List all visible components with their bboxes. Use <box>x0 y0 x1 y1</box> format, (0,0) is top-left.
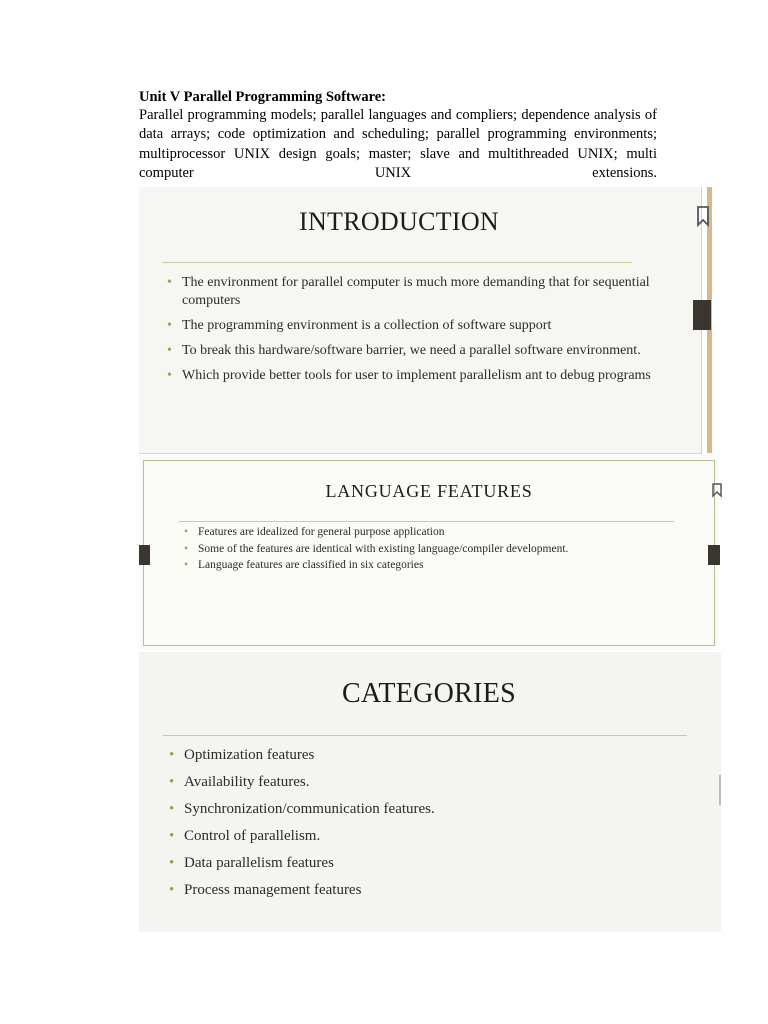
bullet-icon: • <box>169 774 175 790</box>
bullet-icon: • <box>184 559 189 571</box>
slide-nav-tab-left[interactable] <box>139 545 150 565</box>
bullet-icon: • <box>169 801 175 817</box>
bullet-icon: • <box>169 828 175 844</box>
slide-title: LANGUAGE FEATURES <box>325 481 533 501</box>
list-item: • Which provide better tools for user to implement parallelism ant to debug programs <box>167 368 651 383</box>
bullet-icon: • <box>169 855 175 871</box>
bullet-list <box>169 746 664 908</box>
slide-title: CATEGORIES <box>341 678 517 709</box>
slide-introduction <box>139 187 702 454</box>
bullet-icon: • <box>184 542 189 555</box>
slide-nav-tab[interactable] <box>693 300 711 330</box>
list-item: • Synchronization/communication features. <box>169 801 435 817</box>
slide-categories <box>139 652 721 932</box>
list-item: • To break this hardware/software barrier, we need a parallel software environment. <box>167 343 641 358</box>
bullet-icon: • <box>167 318 172 333</box>
bullet-icon: • <box>169 747 175 763</box>
list-item: • Language features are classified in six categories <box>184 559 424 571</box>
document-heading: Unit V Parallel Programming Software: <box>139 89 387 105</box>
list-item: • Data parallelism features <box>169 855 334 871</box>
bullet-icon: • <box>167 368 172 383</box>
list-item: • Features are idealized for general purpose application <box>184 526 445 538</box>
list-item: • The environment for parallel computer is much more demanding that for sequential computers <box>167 275 650 308</box>
slide-edge-line <box>719 775 721 805</box>
list-item: • The programming environment is a collection of software support <box>167 318 552 333</box>
slide-nav-tab-right[interactable] <box>708 545 720 565</box>
slide-language-features <box>139 455 719 650</box>
title-divider <box>179 521 674 522</box>
title-divider <box>162 262 632 263</box>
document-paragraph: Parallel programming models; parallel languages and compliers; dependence analysis of data arrays; code optimization and scheduling; parallel programming environments; multiprocessor UNIX design goals; master; slave and multithreaded UNIX; multi computer UNIX extensions. <box>139 107 657 182</box>
bullet-icon: • <box>167 275 172 290</box>
list-item: • Control of parallelism. <box>169 828 321 844</box>
bullet-icon: • <box>167 343 172 358</box>
slide-title: INTRODUCTION <box>298 207 500 236</box>
list-item: • Availability features. <box>169 774 310 790</box>
bookmark-icon[interactable] <box>695 205 711 227</box>
title-divider <box>163 735 687 736</box>
bookmark-icon[interactable] <box>711 482 723 498</box>
bullet-list <box>184 526 628 576</box>
list-item: • Process management features <box>169 882 362 898</box>
list-item: • Some of the features are identical with existing language/compiler development. <box>184 542 569 555</box>
bullet-list <box>167 274 652 392</box>
list-item: • Optimization features <box>169 747 315 763</box>
bullet-icon: • <box>184 526 189 538</box>
bullet-icon: • <box>169 882 175 898</box>
